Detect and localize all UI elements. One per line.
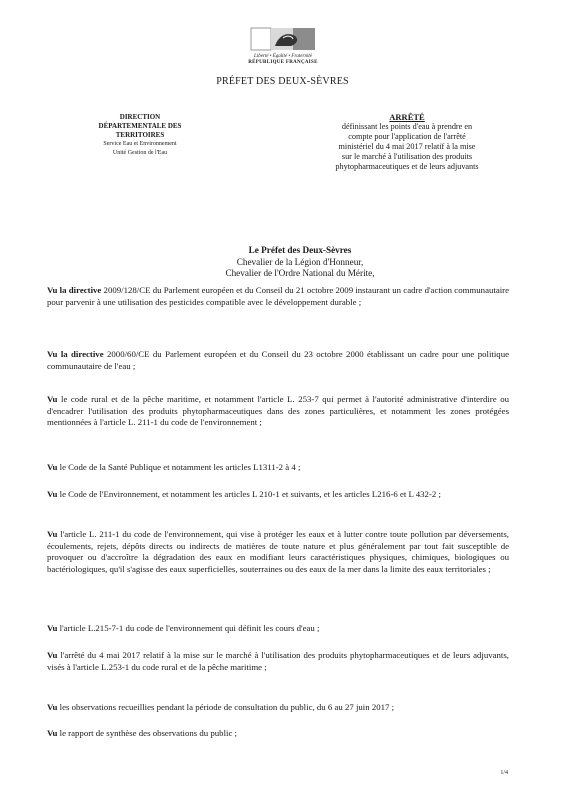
arrete-line: définissant les points d'eau à prendre en (341, 122, 473, 131)
vu-text: le code rural et de la pêche maritime, et notamment l'article L. 253-7 qui permet à l'autorité administrative d'interdire ou d'encadrer l'utilisation des produits phytopharmaceutiques dans des zones particulières, et notamment les zones protégées mentionnées à l'article L. 211-1 du code de l'environnement ; (47, 394, 509, 427)
vu-lead: Vu la directive (47, 285, 102, 295)
republic-logo (233, 26, 333, 66)
vu-text: les observations recueillies pendant la période de consultation du public, du 6 au 27 juin 2017 ; (57, 702, 395, 712)
arrete-title: ARRÊTÉ (389, 112, 425, 122)
prefect-name: Le Préfet des Deux-Sèvres (248, 245, 352, 255)
vu-paragraph (47, 728, 509, 740)
direction-line: DÉPARTEMENTALE DES (98, 122, 182, 130)
vu-text: l'arrêté du 4 mai 2017 relatif à la mise sur le marché à l'utilisation des produits phytopharmaceutiques et de leurs adjuvants, visés à l'article L.253-1 du code rural et de la pêche maritime ; (47, 650, 509, 672)
vu-paragraph (47, 529, 509, 575)
vu-paragraph (47, 489, 509, 501)
vu-lead: Vu (47, 623, 58, 633)
vu-text: le Code de l'Environnement, et notamment les articles L 210-1 et suivants, et les articles L216-6 et L 432-2 ; (57, 489, 441, 499)
arrete-line: sur le marché à l'utilisation des produits (341, 152, 473, 161)
arrete-line: compte pour l'application de l'arrêté (348, 132, 466, 141)
vu-paragraph (47, 650, 509, 673)
vu-lead: Vu (47, 702, 58, 712)
vu-lead: Vu (47, 489, 58, 499)
vu-text: le Code de la Santé Publique et notamment les articles L1311-2 à 4 ; (57, 462, 301, 472)
prefect-title-block (150, 245, 450, 280)
vu-paragraph (47, 623, 509, 635)
vu-paragraph (47, 349, 509, 372)
prefect-distinction: Chevalier de la Légion d'Honneur, (236, 256, 364, 267)
vu-lead: Vu (47, 394, 58, 404)
vu-lead: Vu (47, 529, 58, 539)
republic-motto: Liberté • Égalité • Fraternité (254, 54, 312, 59)
vu-text: 2000/60/CE du Parlement européen et du Conseil du 23 octobre 2000 établissant un cadre pour une politique communautaire de l'eau ; (47, 349, 509, 371)
unit-name: Unité Gestion de l'Eau (112, 150, 168, 156)
vu-paragraph (47, 462, 509, 474)
vu-lead: Vu (47, 462, 58, 472)
arrete-line: phytopharmaceutiques et de leurs adjuvants (335, 162, 479, 171)
marianne-logo-icon (245, 26, 321, 52)
vu-text: 2009/128/CE du Parlement européen et du Conseil du 21 octobre 2009 instaurant un cadre d'action communautaire pour parvenir à une utilisation des pesticides compatible avec le développement durable ; (47, 285, 509, 307)
prefecture-header: PRÉFET DES DEUX-SÈVRES (216, 76, 349, 87)
vu-lead: Vu (47, 650, 58, 660)
page-number: 1/4 (500, 770, 508, 776)
vu-paragraph (47, 285, 509, 308)
direction-block (80, 113, 200, 158)
prefect-distinction: Chevalier de l'Ordre National du Mérite, (225, 268, 375, 278)
direction-line: TERRITOIRES (115, 131, 165, 139)
vu-lead: Vu la directive (47, 349, 104, 359)
vu-paragraph (47, 394, 509, 429)
arrete-line: ministériel du 4 mai 2017 relatif à la mise (338, 142, 476, 151)
vu-text: l'article L.215-7-1 du code de l'environnement qui définit les cours d'eau ; (57, 623, 320, 633)
arrete-block (292, 112, 522, 172)
vu-paragraph (47, 702, 509, 714)
vu-text: le rapport de synthèse des observations du public ; (57, 728, 238, 738)
republic-name: RÉPUBLIQUE FRANÇAISE (248, 60, 318, 65)
vu-lead: Vu (47, 728, 58, 738)
direction-line: DIRECTION (119, 113, 161, 121)
service-name: Service Eau et Environnement (103, 141, 177, 147)
vu-text: l'article L. 211-1 du code de l'environnement, qui vise à protéger les eaux et à lutter contre toute pollution par déversements, écoulements, rejets, dépôts directs ou indirects de matières de toute nature et plus généralement par tout fait susceptible de provoquer ou d'accroître la dégradation des eaux en modifiant leurs caractéristiques physiques, chimiques, biologiques ou bactériologiques, qu'il s'agisse des eaux superficielles, souterraines ou des eaux de la mer dans la limite des eaux territoriales ; (47, 529, 509, 574)
